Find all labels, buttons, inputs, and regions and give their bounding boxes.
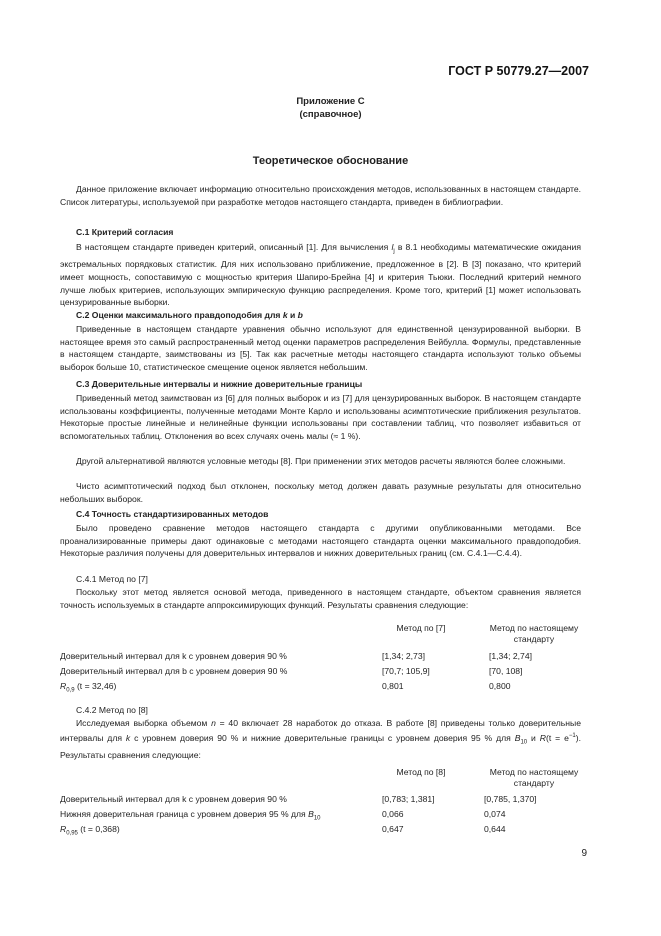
c3-paragraph-1: Приведенный метод заимствован из [6] для полных выборок и из [7] для цензурированных выборок. В настоящем стандарте использованы коэффициенты, полученные методами Монте Карло и использованы асимптотические приближения результатов. Некоторые простые линейные и нелинейные функции использованы при составлении таблиц, что позволяет избавиться от вспомогательных таблиц. Отклонения во всех случаях очень малы (≈ 1 %). xyxy=(60,393,581,441)
table2-col-header-2: Метод по настоящему стандарту xyxy=(489,767,579,788)
table1-col-header-1: Метод по [7] xyxy=(396,623,446,633)
table1-row3-label: $R_{0,9}$ (t = 32,46) xyxy=(60,681,117,694)
table2-row2-value-2: 0,074 xyxy=(484,809,506,819)
c1-paragraph: В настоящем стандарте приведен критерий, описанный [1]. Для вычисления $l_j$ в 8.1 необходимы математические ожидания экстремальных порядковых статистик. Для них использовано приближение, предложенное в [2]. В [3] показано, что критерий имеет мощность, сопоставимую с мощностью критерия Шапиро-Брейна [4] и критерия Тьюки. Последний критерий немного лучше любых критериев, использующих эмпирическую функцию распределения. Кроме того, критерий [1] может использовать цензурированные выборки. xyxy=(60,242,581,308)
table2-row3-value-2: 0,644 xyxy=(484,824,506,834)
c4-paragraph: Было проведено сравнение методов настоящего стандарта с другими опубликованными методами. Все проанализированные примеры дают одинаковые с методами настоящего стандарта оценки максимального правдоподобия. Некоторые различия получены для доверительных интервалов и нижних доверительных границ (см. С.4.1—С.4.4). xyxy=(60,523,581,559)
c42-heading: С.4.2 Метод по [8] xyxy=(76,705,148,715)
section-title: Теоретическое обоснование xyxy=(252,155,409,167)
c3-paragraph-2: Другой альтернативой являются условные методы [8]. При применении этих методов расчеты являются более сложными. xyxy=(76,456,566,466)
c3-paragraph-3: Чисто асимптотический подход был отклонен, поскольку метод должен давать разумные результаты для относительно небольших выборок. xyxy=(60,481,581,504)
c3-heading: С.3 Доверительные интервалы и нижние доверительные границы xyxy=(76,379,363,389)
table2-col-header-1: Метод по [8] xyxy=(396,767,446,777)
c2-paragraph: Приведенные в настоящем стандарте уравнения обычно используют для единственной цензурированной выборки. В настоящее время это самый распространенный метод оценки параметров распределения Вейбулла. Формулы, представленные в настоящем стандарте, заимствованы из [5]. Так как расчетные методы настоящего стандарта используют только объемы выборок больше 10, статистическое смещение оценок является небольшим. xyxy=(60,324,581,372)
intro-paragraph: Данное приложение включает информацию относительно происхождения методов, использованных в настоящем стандарте. Список литературы, используемой при разработке методов настоящего стандарта, приведен в библиографии. xyxy=(60,184,581,207)
table1-row1-label: Доверительный интервал для k с уровнем доверия 90 % xyxy=(60,651,287,661)
table1-col-header-2: Метод по настоящему стандарту xyxy=(489,623,579,644)
table2-row1-label: Доверительный интервал для k с уровнем доверия 90 % xyxy=(60,794,287,804)
table2-row1-value-1: [0,783; 1,381] xyxy=(382,794,435,804)
table1-row3-value-1: 0,801 xyxy=(382,681,404,691)
standard-code: ГОСТ Р 50779.27—2007 xyxy=(448,64,589,78)
table2-row2-label: Нижняя доверительная граница с уровнем доверия 95 % для $B_{10}$ xyxy=(60,809,321,822)
table1-row2-value-2: [70, 108] xyxy=(489,666,523,676)
table2-row3-value-1: 0,647 xyxy=(382,824,404,834)
table2-row3-label: $R_{0,95}$ (t = 0,368) xyxy=(60,824,120,837)
page-number: 9 xyxy=(581,848,587,859)
table1-row3-value-2: 0,800 xyxy=(489,681,511,691)
table2-row1-value-2: [0,785, 1,370] xyxy=(484,794,537,804)
c42-paragraph: Исследуемая выборка объемом n = 40 включает 28 наработок до отказа. В работе [8] приведены только доверительные интервалы для k с уровнем доверия 90 % и нижние доверительные границы с уровнем доверия 95 % для $B_{10}$ и $R(t = e^{-1})$. Результаты сравнения следующие: xyxy=(60,718,581,760)
table2-row2-value-1: 0,066 xyxy=(382,809,404,819)
c41-heading: С.4.1 Метод по [7] xyxy=(76,574,148,584)
table1-row2-value-1: [70,7; 105,9] xyxy=(382,666,430,676)
table1-row2-label: Доверительный интервал для b с уровнем доверия 90 % xyxy=(60,666,288,676)
c41-paragraph: Поскольку этот метод является основой метода, приведенного в настоящем стандарте, объектом сравнения является точность используемых в стандарте аппроксимирующих функций. Результаты сравнения следующие: xyxy=(60,587,581,610)
c2-heading: С.2 Оценки максимального правдоподобия для k и b xyxy=(76,310,303,320)
annex-title: Приложение С xyxy=(296,96,365,107)
c1-heading: С.1 Критерий согласия xyxy=(76,227,174,237)
table1-row1-value-2: [1,34; 2,74] xyxy=(489,651,533,661)
c4-heading: С.4 Точность стандартизированных методов xyxy=(76,509,269,519)
annex-type: (справочное) xyxy=(299,109,362,120)
table1-row1-value-1: [1,34; 2,73] xyxy=(382,651,426,661)
